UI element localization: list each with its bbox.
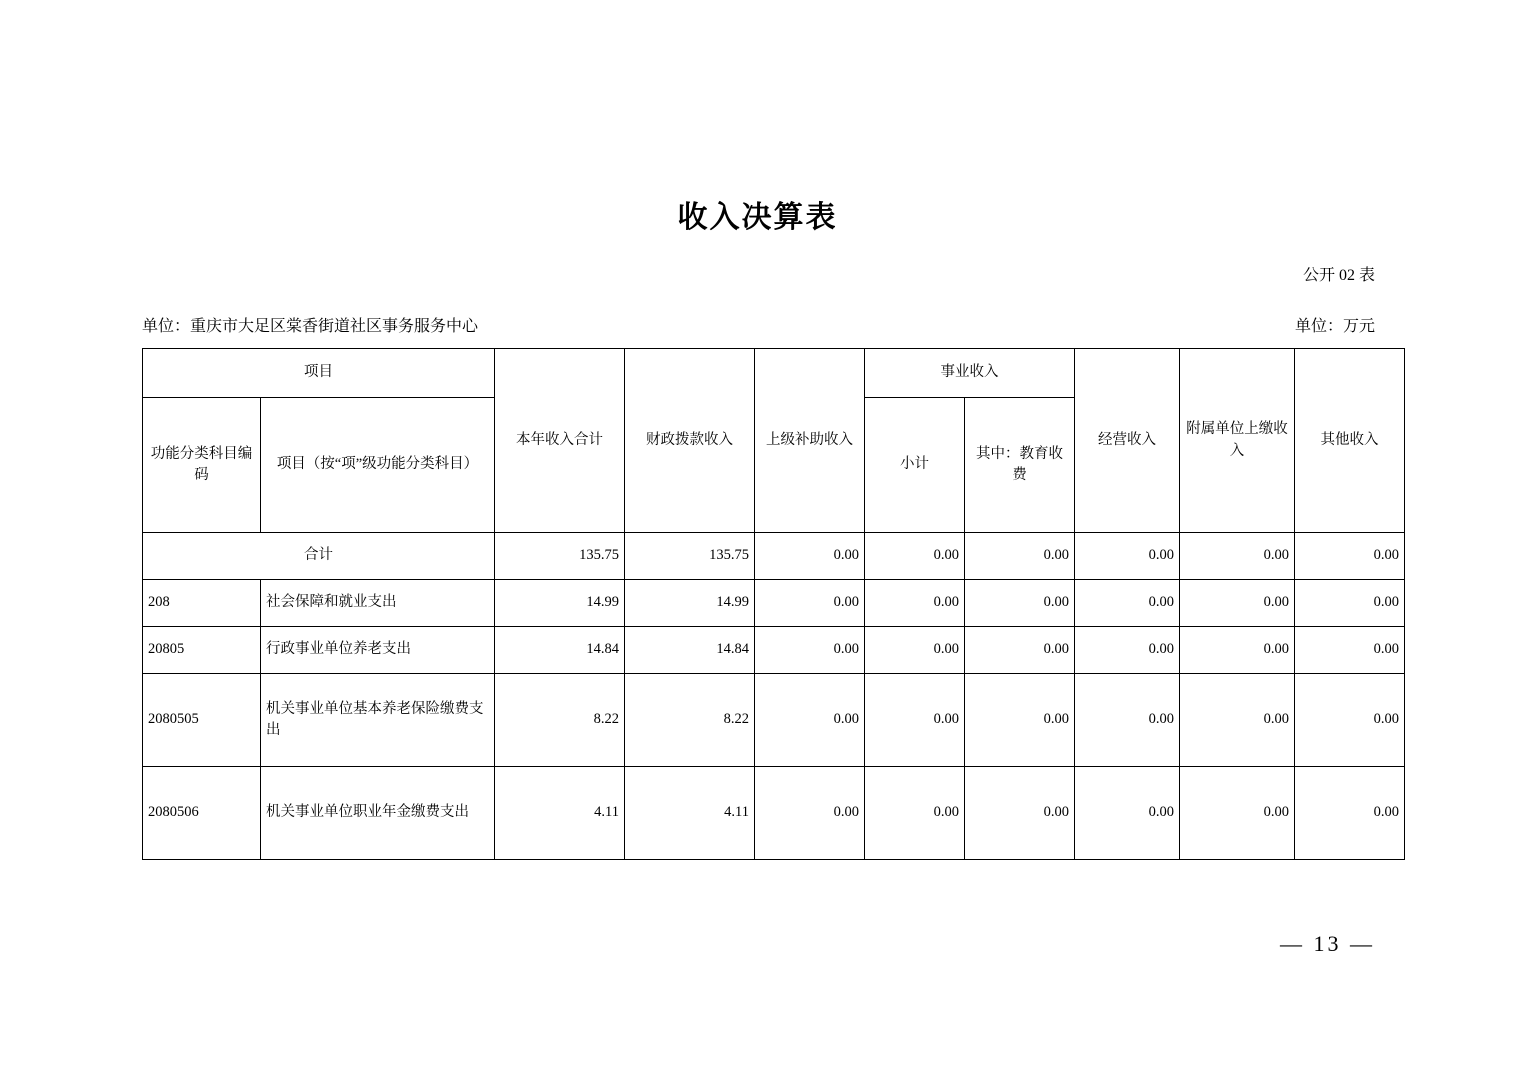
cell-superior-subsidy: 0.00 (755, 627, 865, 674)
header-project-group: 项目 (143, 349, 495, 398)
header-subordinate-unit-income: 附属单位上缴收入 (1180, 349, 1295, 533)
cell-project-name: 机关事业单位基本养老保险缴费支出 (261, 674, 495, 767)
cell-project-name: 机关事业单位职业年金缴费支出 (261, 767, 495, 860)
cell-fiscal-appropriation: 14.99 (625, 580, 755, 627)
page-number: — 13 — (1280, 931, 1375, 956)
cell-superior-subsidy: 0.00 (755, 767, 865, 860)
page-title: 收入决算表 (677, 200, 838, 235)
cell-total-income: 8.22 (495, 674, 625, 767)
cell-other-income: 0.00 (1295, 627, 1405, 674)
income-final-accounts-table (142, 348, 1399, 860)
table-row (143, 627, 1405, 674)
cell-function-code: 2080506 (143, 767, 261, 860)
header-other-income: 其他收入 (1295, 349, 1405, 533)
table-header-group-row (143, 349, 1405, 398)
cell-total-income: 4.11 (495, 767, 625, 860)
header-total-income: 本年收入合计 (495, 349, 625, 533)
cell-operating-income: 0.00 (1075, 580, 1180, 627)
cell-fiscal-appropriation: 14.84 (625, 627, 755, 674)
header-subtotal: 小计 (865, 398, 965, 533)
cell-education-fee: 0.00 (965, 627, 1075, 674)
cell-superior-subsidy: 0.00 (755, 674, 865, 767)
cell-project-name: 社会保障和就业支出 (261, 580, 495, 627)
cell-total-income: 14.99 (495, 580, 625, 627)
table-row (143, 767, 1405, 860)
cell-subordinate-income: 0.00 (1180, 580, 1295, 627)
table-row (143, 533, 1405, 580)
cell-total-income: 135.75 (495, 533, 625, 580)
cell-function-code: 208 (143, 580, 261, 627)
cell-other-income: 0.00 (1295, 580, 1405, 627)
cell-operating-income: 0.00 (1075, 533, 1180, 580)
cell-business-subtotal: 0.00 (865, 767, 965, 860)
cell-fiscal-appropriation: 4.11 (625, 767, 755, 860)
cell-function-code: 20805 (143, 627, 261, 674)
cell-other-income: 0.00 (1295, 674, 1405, 767)
cell-fiscal-appropriation: 135.75 (625, 533, 755, 580)
cell-subordinate-income: 0.00 (1180, 767, 1295, 860)
table-row (143, 674, 1405, 767)
amount-unit-label: 单位：万元 (1294, 318, 1375, 335)
cell-education-fee: 0.00 (965, 767, 1075, 860)
cell-business-subtotal: 0.00 (865, 533, 965, 580)
header-operating-income: 经营收入 (1075, 349, 1180, 533)
cell-project-name: 行政事业单位养老支出 (261, 627, 495, 674)
table-row (143, 580, 1405, 627)
cell-subordinate-income: 0.00 (1180, 627, 1295, 674)
header-superior-subsidy: 上级补助收入 (755, 349, 865, 533)
cell-superior-subsidy: 0.00 (755, 580, 865, 627)
cell-business-subtotal: 0.00 (865, 580, 965, 627)
unit-name-label: 单位：重庆市大足区棠香街道社区事务服务中心 (142, 318, 479, 335)
form-code-label: 公开 02 表 (1302, 267, 1375, 284)
header-function-code: 功能分类科目编码 (143, 398, 261, 533)
cell-other-income: 0.00 (1295, 767, 1405, 860)
header-project-name: 项目（按“项”级功能分类科目） (261, 398, 495, 533)
header-business-income-group: 事业收入 (865, 349, 1075, 398)
cell-operating-income: 0.00 (1075, 767, 1180, 860)
header-fiscal-appropriation: 财政拨款收入 (625, 349, 755, 533)
cell-superior-subsidy: 0.00 (755, 533, 865, 580)
cell-subordinate-income: 0.00 (1180, 533, 1295, 580)
cell-operating-income: 0.00 (1075, 627, 1180, 674)
row-label-total: 合计 (143, 533, 495, 580)
cell-subordinate-income: 0.00 (1180, 674, 1295, 767)
header-education-fee: 其中：教育收费 (965, 398, 1075, 533)
cell-fiscal-appropriation: 8.22 (625, 674, 755, 767)
cell-function-code: 2080505 (143, 674, 261, 767)
cell-education-fee: 0.00 (965, 533, 1075, 580)
cell-other-income: 0.00 (1295, 533, 1405, 580)
cell-education-fee: 0.00 (965, 674, 1075, 767)
cell-operating-income: 0.00 (1075, 674, 1180, 767)
cell-business-subtotal: 0.00 (865, 627, 965, 674)
cell-education-fee: 0.00 (965, 580, 1075, 627)
cell-business-subtotal: 0.00 (865, 674, 965, 767)
cell-total-income: 14.84 (495, 627, 625, 674)
